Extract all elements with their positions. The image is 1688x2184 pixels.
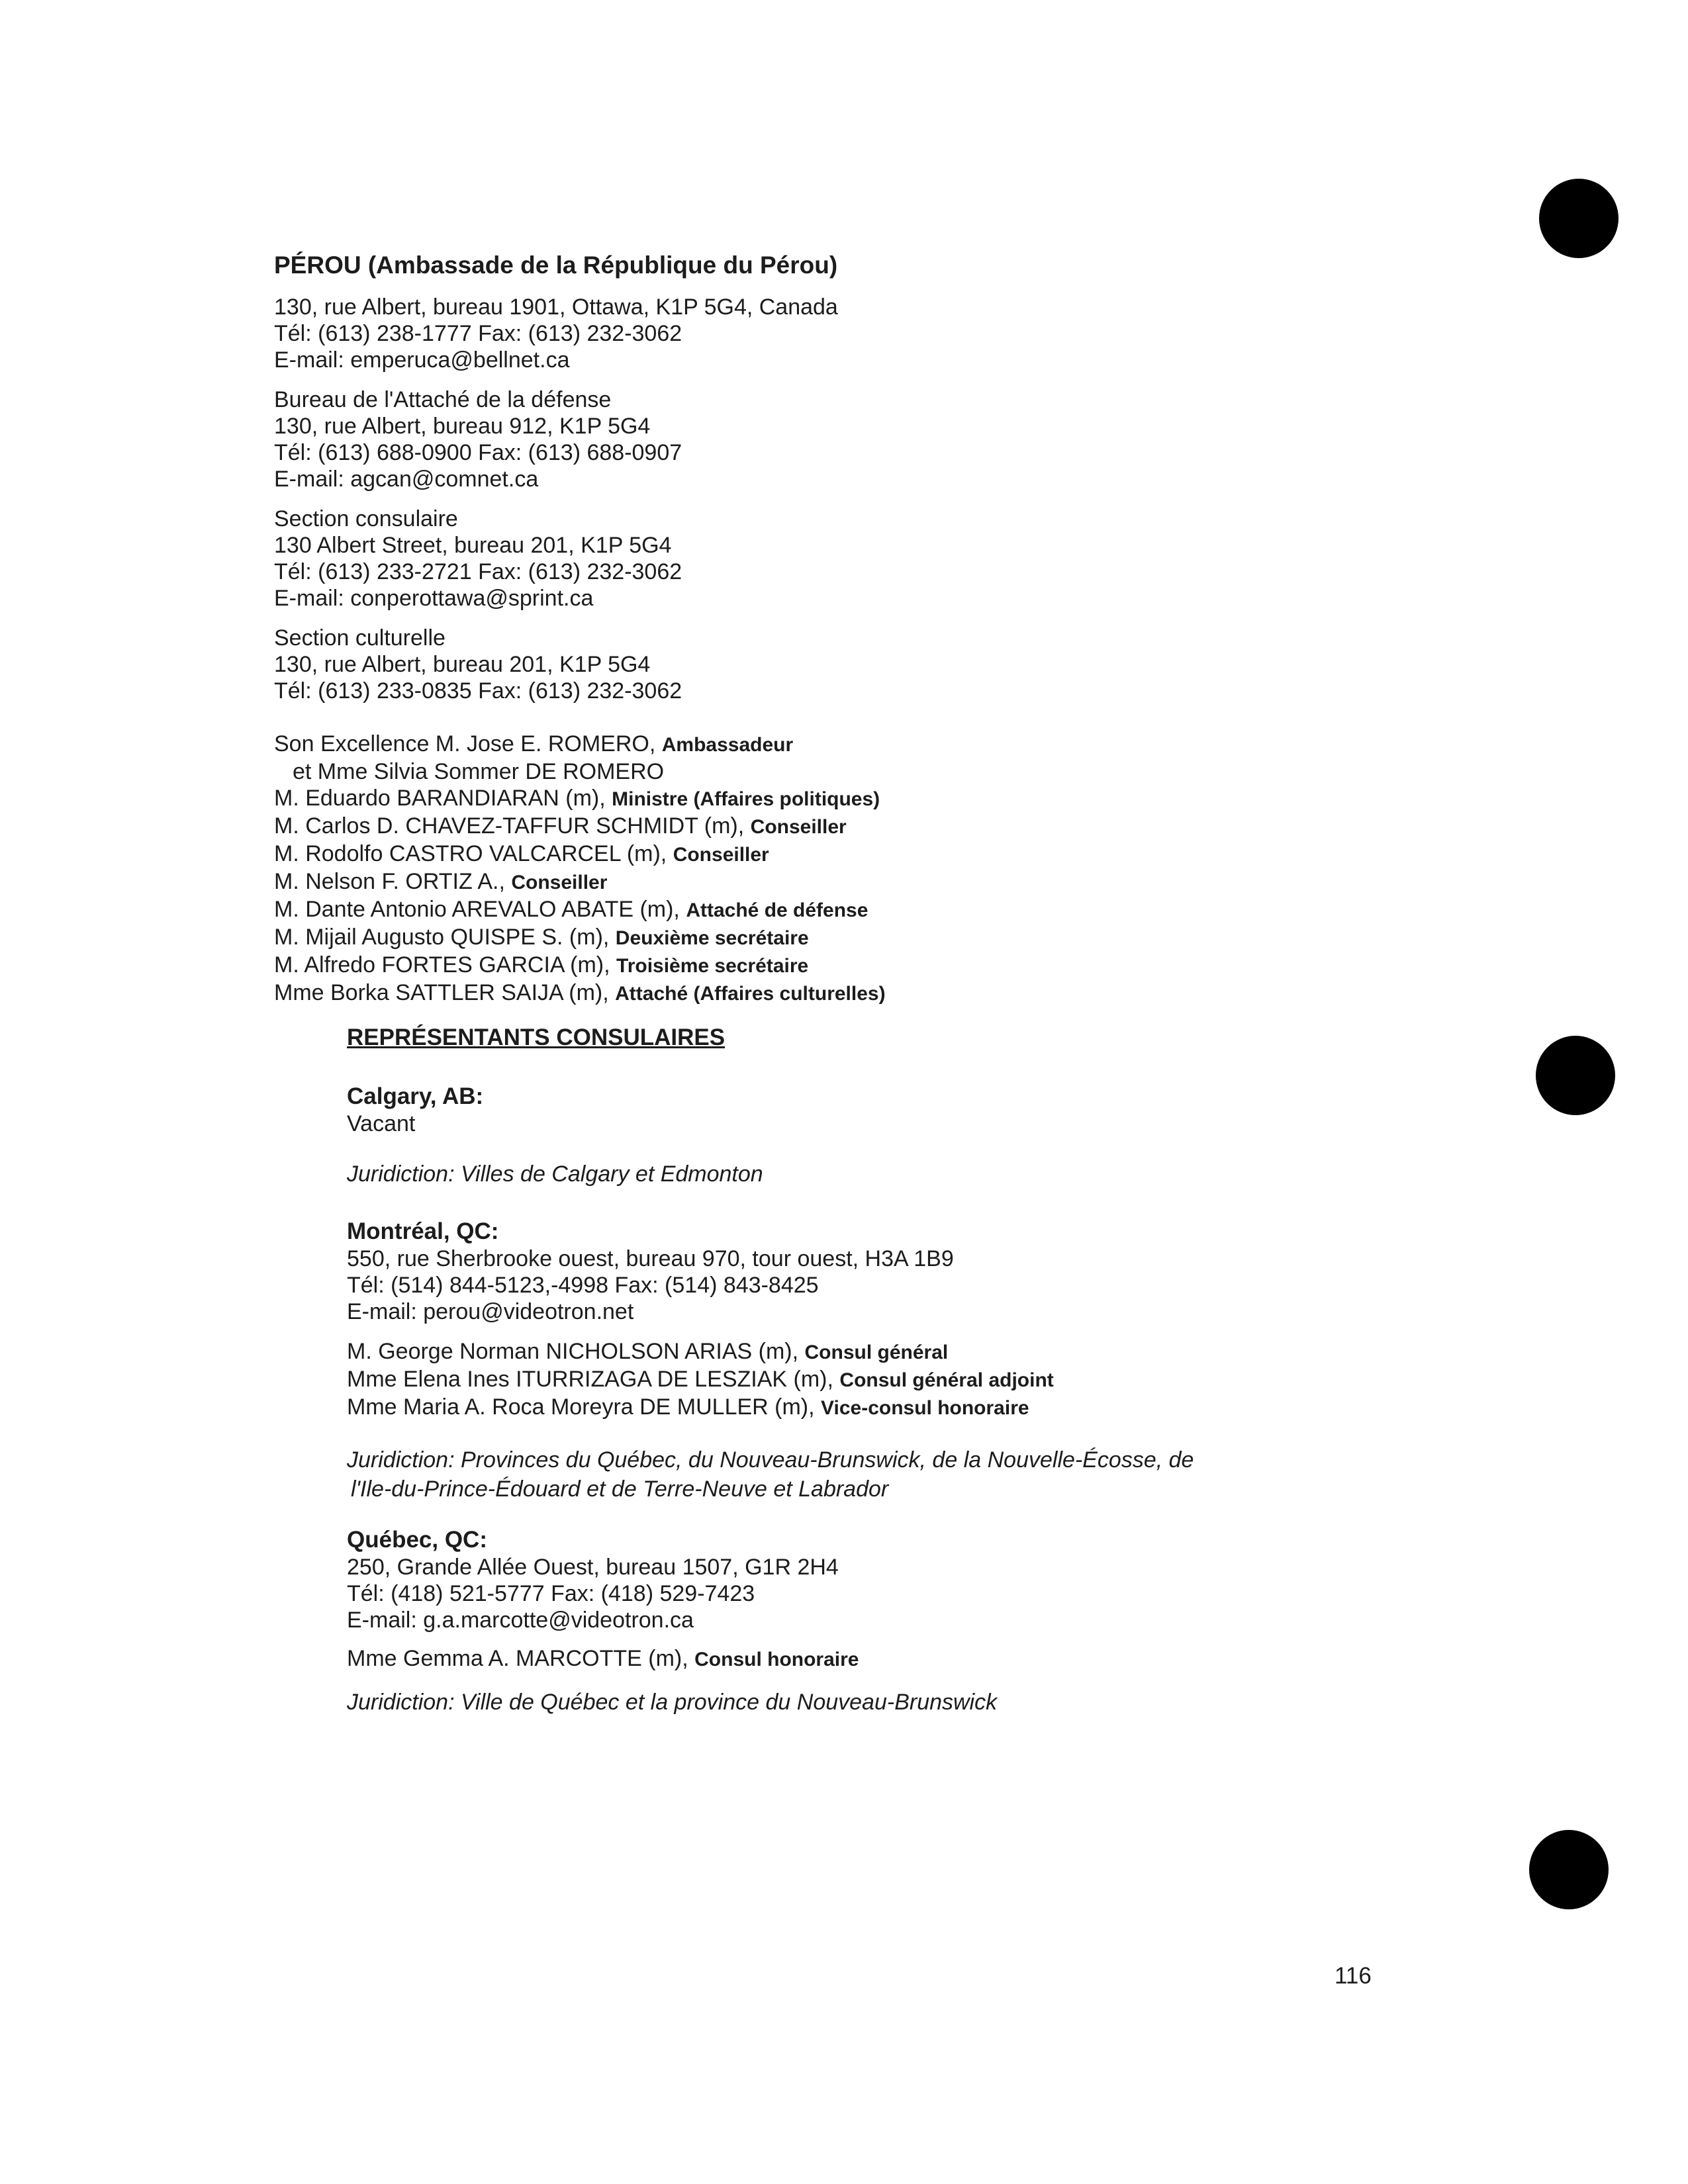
phone-line: Tél: (418) 521-5777 Fax: (418) 529-7423 xyxy=(347,1581,755,1606)
staff-role: Ambassadeur xyxy=(661,734,794,756)
montreal-entry xyxy=(347,1218,1194,1504)
jurisdiction-note: Juridiction: Ville de Québec et la province du Nouveau-Brunswick xyxy=(347,1690,998,1715)
staff-entry xyxy=(274,868,886,896)
staff-name: Mme Maria A. Roca Moreyra DE MULLER (m), xyxy=(347,1394,821,1420)
staff-name: M. Nelson F. ORTIZ A., xyxy=(274,869,512,894)
office-name: Section culturelle xyxy=(274,625,445,651)
staff-role: Ministre (Affaires politiques) xyxy=(612,788,880,810)
jurisdiction-note: Juridiction: Provinces du Québec, du Nouveau-Brunswick, de la Nouvelle-Écosse, de xyxy=(347,1447,1194,1473)
binder-hole-middle xyxy=(1536,1036,1615,1115)
country-heading: PÉROU (Ambassade de la République du Pérou) xyxy=(274,251,838,279)
staff-entry xyxy=(274,952,886,979)
staff-name: Mme Borka SATTLER SAIJA (m), xyxy=(274,980,616,1005)
staff-entry xyxy=(347,1366,1194,1394)
jurisdiction-note-continued: l'Ile-du-Prince-Édouard et de Terre-Neuve et Labrador xyxy=(351,1477,889,1502)
staff-role: Troisième secrétaire xyxy=(616,955,809,977)
staff-role: Consul général xyxy=(804,1342,949,1363)
page-number: 116 xyxy=(1335,1963,1372,1989)
office-name: Bureau de l'Attaché de la défense xyxy=(274,387,612,412)
staff-list xyxy=(274,731,886,1007)
address-line: 130, rue Albert, bureau 1901, Ottawa, K1P 5G4, Canada xyxy=(274,295,838,320)
defense-office xyxy=(274,387,682,492)
consular-section xyxy=(274,506,682,612)
staff-name: M. Dante Antonio AREVALO ABATE (m), xyxy=(274,897,686,922)
phone-line: Tél: (613) 233-2721 Fax: (613) 232-3062 xyxy=(274,559,682,584)
address-line: 130, rue Albert, bureau 912, K1P 5G4 xyxy=(274,414,651,439)
city-heading: Montréal, QC: xyxy=(347,1218,499,1244)
staff-name: M. Alfredo FORTES GARCIA (m), xyxy=(274,952,617,978)
staff-entry xyxy=(274,979,886,1007)
staff-role: Attaché (Affaires culturelles) xyxy=(615,983,886,1005)
staff-name: M. Carlos D. CHAVEZ-TAFFUR SCHMIDT (m), xyxy=(274,813,751,839)
staff-entry xyxy=(347,1645,997,1673)
embassy-address xyxy=(274,294,838,373)
address-line: 550, rue Sherbrooke ouest, bureau 970, tour ouest, H3A 1B9 xyxy=(347,1246,954,1271)
staff-entry xyxy=(274,758,886,785)
staff-role: Attaché de défense xyxy=(686,899,868,921)
staff-entry xyxy=(274,896,886,924)
staff-name: Mme Elena Ines ITURRIZAGA DE LESZIAK (m), xyxy=(347,1367,840,1392)
staff-entry xyxy=(274,813,886,841)
staff-name: M. Rodolfo CASTRO VALCARCEL (m), xyxy=(274,841,673,866)
email-line: E-mail: emperuca@bellnet.ca xyxy=(274,347,570,373)
staff-role: Vice-consul honoraire xyxy=(821,1397,1029,1419)
staff-role: Conseiller xyxy=(750,816,847,838)
city-heading: Québec, QC: xyxy=(347,1527,487,1553)
staff-role: Consul honoraire xyxy=(694,1649,859,1670)
staff-name: M. George Norman NICHOLSON ARIAS (m), xyxy=(347,1339,805,1364)
staff-role: Consul général adjoint xyxy=(839,1369,1054,1391)
address-line: 130 Albert Street, bureau 201, K1P 5G4 xyxy=(274,533,672,558)
staff-entry xyxy=(347,1394,1194,1422)
phone-line: Tél: (613) 233-0835 Fax: (613) 232-3062 xyxy=(274,678,682,704)
staff-role: Deuxième secrétaire xyxy=(615,927,809,949)
phone-line: Tél: (514) 844-5123,-4998 Fax: (514) 843-8425 xyxy=(347,1273,819,1298)
address-line: 250, Grande Allée Ouest, bureau 1507, G1R 2H4 xyxy=(347,1555,839,1580)
staff-name: M. Mijail Augusto QUISPE S. (m), xyxy=(274,925,616,950)
staff-entry xyxy=(274,924,886,952)
email-line: E-mail: perou@videotron.net xyxy=(347,1299,634,1324)
status-line: Vacant xyxy=(347,1111,416,1136)
cultural-section xyxy=(274,625,682,704)
staff-name: Mme Gemma A. MARCOTTE (m), xyxy=(347,1646,695,1671)
staff-role: Conseiller xyxy=(673,844,769,866)
staff-name: M. Eduardo BARANDIARAN (m), xyxy=(274,786,612,811)
staff-name: et Mme Silvia Sommer DE ROMERO xyxy=(293,759,665,784)
phone-line: Tél: (613) 238-1777 Fax: (613) 232-3062 xyxy=(274,321,682,346)
email-line: E-mail: g.a.marcotte@videotron.ca xyxy=(347,1608,694,1633)
staff-entry xyxy=(274,731,886,758)
email-line: E-mail: conperottawa@sprint.ca xyxy=(274,586,594,611)
staff-entry xyxy=(274,785,886,813)
office-name: Section consulaire xyxy=(274,506,458,531)
phone-line: Tél: (613) 688-0900 Fax: (613) 688-0907 xyxy=(274,440,682,465)
staff-name: Son Excellence M. Jose E. ROMERO, xyxy=(274,731,662,756)
email-line: E-mail: agcan@comnet.ca xyxy=(274,467,539,492)
calgary-entry xyxy=(347,1083,763,1189)
staff-role: Conseiller xyxy=(511,872,608,893)
staff-entry xyxy=(274,841,886,868)
city-heading: Calgary, AB: xyxy=(347,1083,484,1109)
jurisdiction-note: Juridiction: Villes de Calgary et Edmonton xyxy=(347,1161,763,1187)
staff-entry xyxy=(347,1338,1194,1366)
consular-representatives-heading: REPRÉSENTANTS CONSULAIRES xyxy=(347,1024,726,1050)
quebec-entry xyxy=(347,1526,997,1717)
binder-hole-bottom xyxy=(1529,1830,1609,1909)
binder-hole-top xyxy=(1539,179,1618,258)
address-line: 130, rue Albert, bureau 201, K1P 5G4 xyxy=(274,652,651,677)
